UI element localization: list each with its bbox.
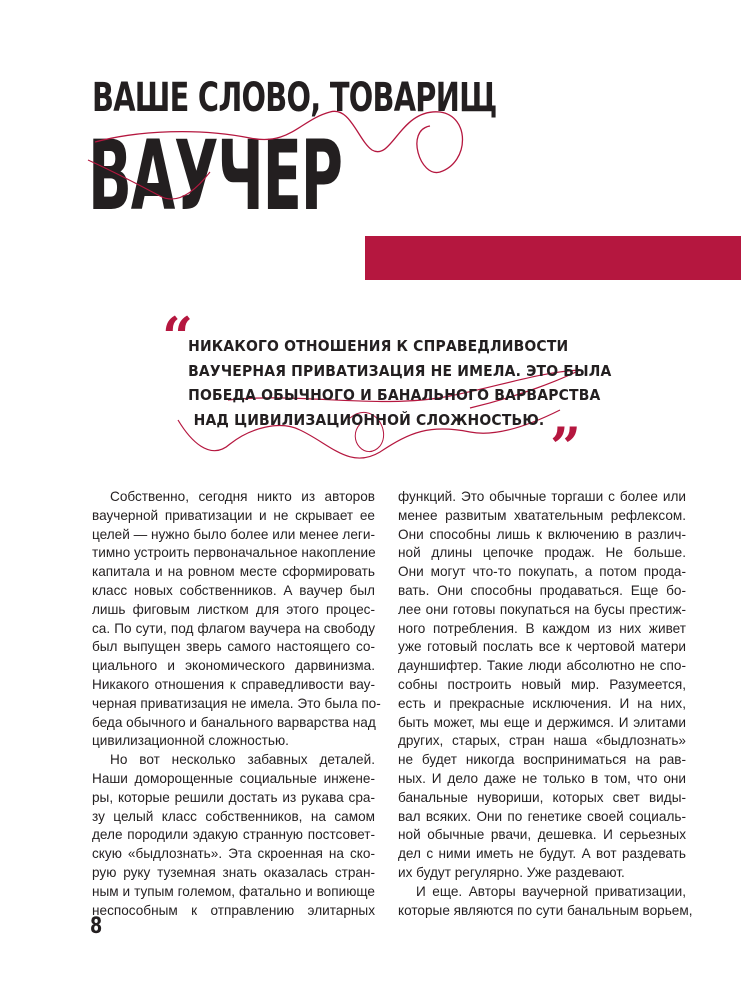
text-line: был выпущен зверь самого настоящего со- [92, 639, 375, 655]
text-line: банальные нувориши, которых свет виды- [398, 789, 686, 805]
text-line: класс новых собственников. А ваучер был [92, 582, 375, 598]
text-line: менее развитым хватательным рефлексом. [398, 507, 686, 523]
text-line: цивилизационной сложностью. [92, 733, 289, 749]
text-line: ного потребления. В каждом из них живет [398, 620, 686, 636]
text-line: дел с ними иметь не будут. А вот раздевать [398, 846, 686, 862]
text-line: их будут регулярно. Уже раздевают. [398, 864, 625, 880]
quote-close-mark: ” [550, 415, 582, 479]
text-line: дауншифтер. Такие люди абсолютно не спо- [398, 658, 686, 674]
text-line: ры, которые решили достать из рукава сра- [92, 789, 375, 805]
page-number: 8 [90, 914, 103, 939]
text-line: есть и прекрасные исключения. И на них, [398, 695, 686, 711]
text-line: зу целый класс собственников, на самом [92, 808, 375, 824]
text-line: Никакого отношения к справедливости вау- [92, 676, 375, 692]
text-line: целей — нужно было более или менее леги- [92, 526, 375, 542]
text-line: собны построить новый мир. Разумеется, [398, 676, 686, 692]
quote-open-mark: “ [162, 305, 194, 369]
text-line: ным и тупым големом, фатально и вопиюще [92, 883, 375, 899]
text-line: черная приватизация не имела. Это была по- [92, 695, 381, 711]
text-line: уже готовый послать все к чертовой матери [398, 639, 686, 655]
text-line: вал всяких. Они по генетике своей социаль- [398, 808, 686, 824]
text-line: беда обычного и банального варварства над [92, 714, 376, 730]
text-line: Но вот несколько забавных деталей. [110, 752, 375, 768]
pull-quote [168, 334, 612, 432]
text-line: капитала и на ровном месте сформировать [92, 564, 375, 580]
body-column-left [92, 488, 381, 920]
article-kicker: ВАШЕ СЛОВО, ТОВАРИЩ [92, 75, 497, 121]
text-line: ной обычные рвачи, дешевка. И серьезных [398, 827, 686, 843]
text-line: неспособным к отправлению элитарных [92, 902, 375, 918]
pull-quote-line: ВАУЧЕРНАЯ ПРИВАТИЗАЦИЯ НЕ ИМЕЛА. ЭТО БЫЛА [188, 361, 612, 380]
text-line: И еще. Авторы ваучерной приватизации, [416, 883, 686, 899]
text-line: Наши доморощенные социальные инжене- [92, 770, 375, 786]
article-headline: ВАУЧЕР [88, 120, 342, 232]
body-column-right [398, 488, 693, 920]
text-line: деле породили эдакую странную постсовет- [92, 827, 375, 843]
text-line: ной длины цепочке продаж. Не больше. [398, 545, 686, 561]
text-line: лее они готовы покупаться на бусы престиж- [398, 601, 686, 617]
text-line: Собственно, сегодня никто из авторов [110, 489, 375, 504]
text-line: вать. Они способны продаваться. Еще бо- [398, 582, 686, 598]
text-line: циального и экономического дарвинизма. [92, 658, 375, 674]
text-line: Они способны лишь к включению в различ- [398, 526, 686, 542]
pull-quote-line: НИКАКОГО ОТНОШЕНИЯ К СПРАВЕДЛИВОСТИ [188, 337, 569, 355]
text-line: других, старых, стран наша «быдлознать» [398, 733, 686, 749]
text-line: функций. Это обычные торгаши с более или [398, 489, 686, 504]
text-line: ваучерной приватизации и не скрывает ее [92, 507, 375, 523]
text-line: Они могут что-то покупать, а потом прода- [398, 564, 686, 580]
pull-quote-line: НАД ЦИВИЛИЗАЦИОННОЙ СЛОЖНОСТЬЮ. [193, 410, 545, 429]
pull-quote-line: ПОБЕДА ОБЫЧНОГО И БАНАЛЬНОГО ВАРВАРСТВА [188, 386, 601, 404]
text-line: ных. И дело даже не только в том, что они [398, 770, 686, 786]
text-line: лишь фиговым листком для этого процес- [92, 601, 375, 617]
text-line: рую руку туземная знать оказалась стран- [92, 864, 375, 880]
text-line: скую «быдлознать». Эта скроенная на ско- [92, 846, 375, 862]
text-line: быть может, мы еще и держимся. И элитами [398, 714, 686, 730]
red-accent-band [365, 236, 741, 280]
text-line: которые являются по сути банальным ворьем, [398, 902, 693, 918]
text-line: са. По сути, под флагом ваучера на свободу [92, 620, 375, 636]
text-line: не будет никогда восприниматься на рав- [398, 752, 686, 768]
text-line: тимно устроить первоначальное накопление [92, 545, 376, 561]
